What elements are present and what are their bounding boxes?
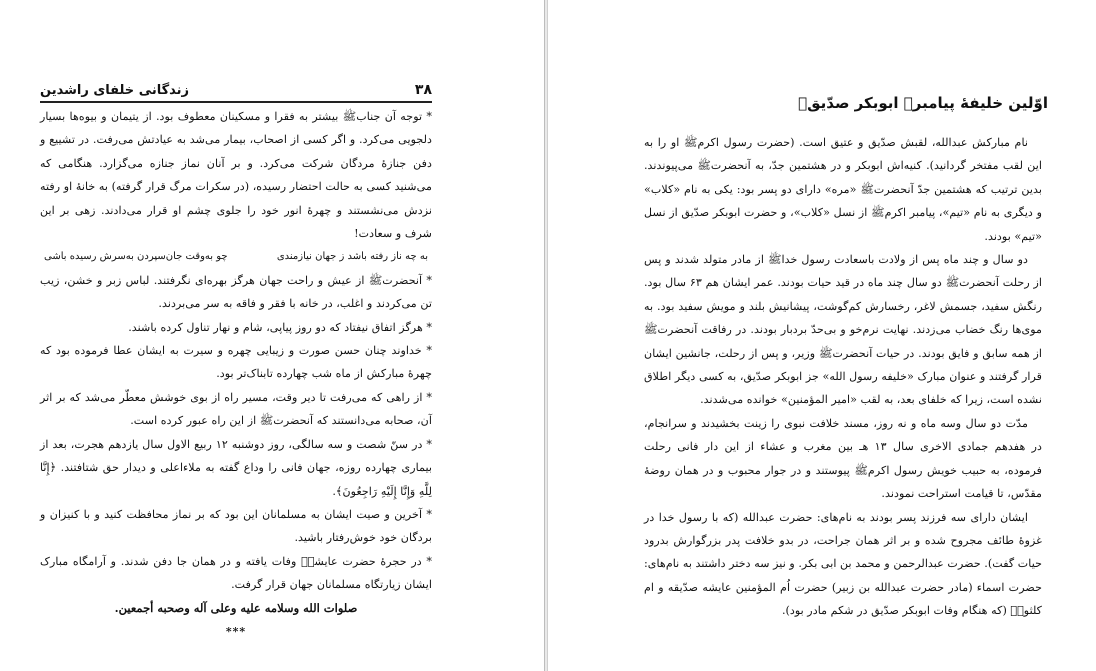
right-text-column	[644, 131, 1042, 623]
bullet-paragraph: * در حجرهٔ حضرت عایشهؓ وفات یافته و در همان جا دفن شدند. و آرامگاه مبارک ایشان زیارتگاه مسلمانان جهان قرار گرفت.	[40, 554, 432, 592]
page-number: ۳۸	[414, 82, 432, 98]
body-paragraph: نام مبارکش عبدالله، لقبش صدّیق و عتیق است. (حضرت رسول اکرمﷺ او را به این لقب مفتخر گردانید). کنیه‌اش ابوبکر و در هشتمین جدّ، به آنحضرتﷺ می‌پیوندند. بدین ترتیب که هشتمین جدّ آنحضرتﷺ «مره» دارای دو پسر بود: یکی به نام «کلاب» و دیگری به نام «تیم»، پیامبر اکرمﷺ از نسل «کلاب»، و حضرت ابوبکر صدّیق از نسل «تیم» بودند.	[644, 136, 1042, 243]
body-paragraph: مدّت دو سال وسه ماه و نه روز، مسند خلافت نبوی را زینت بخشیدند و سرانجام، در هفدهم جمادی الاخری سال ۱۳ هـ بین مغرب و عشاء از این دار فانی رحلت فرموده، به حبیب خویش رسول اکرمﷺ پیوستند و در جوار محبوب و در همان روضهٔ مقدّس، تا قیامت استراحت نمودند.	[644, 416, 1042, 501]
bullet-paragraph: * آنحضرتﷺ از عیش و راحت جهان هرگز بهره‌ای نگرفتند. لباس زبر و خشن، زیب تن می‌کردند و اغلب، در خانه با فقر و فاقه به سر می‌بردند.	[40, 273, 432, 311]
section-end-stars: ***	[225, 624, 247, 638]
left-page	[0, 0, 545, 671]
left-text-column	[40, 105, 432, 643]
bullet-paragraph: * توجه آن جنابﷺ بیشتر به فقرا و مسکینان معطوف بود. از یتیمان و بیوه‌ها بسیار دلجویی می‌کرد. و اگر کسی از اصحاب، بیمار می‌شد به عیادتش می‌رفت. در تشییع و دفن جنازهٔ مردگان شرکت می‌کرد. و بر آنان نماز جنازه می‌گزارد. هنگامی که می‌شنید کسی به حالت احتضار رسیده، (در سکرات مرگ قرار گرفته) به خانهٔ او رفته نزدش می‌نشستند و چهرهٔ انور خود را جلوی چشم او قرار می‌دادند. زهی بر این شرف و سعادت!	[40, 110, 432, 241]
bullet-paragraph: * هرگز اتفاق نیفتاد که دو روز پیاپی، شام و نهار تناول کرده باشند.	[128, 320, 432, 334]
verse-hemistich-left: چو به‌وقت جان‌سپردن به‌سرش رسیده باشی	[44, 251, 228, 263]
body-paragraph: ایشان دارای سه فرزند پسر بودند به نام‌های: حضرت عبدالله (که با رسول خدا در غزوهٔ طائف مجروح شده و بر اثر همان جراحت، در بدو خلافت پدر بزرگوارش بدرود حیات گفت). حضرت عبدالرحمن و محمد بن ابی بکر. و نیز سه دختر داشتند به نام‌های: حضرت اسماء (مادر حضرت عبدالله بن زبیر) حضرت اُم المؤمنین عایشه صدّیقه و ام کلثومؓ (که هنگام وفات ابوبکر صدّیق در شکم مادر بود).	[644, 510, 1042, 618]
body-paragraph: دو سال و چند ماه پس از ولادت باسعادت رسول خداﷺ از مادر متولد شدند و پس از رحلت آنحضرتﷺ دو سال چند ماه در قید حیات بودند. عمر ایشان هم ۶۳ سال بود. رنگش سفید، جسمش لاغر، رخسارش کم‌گوشت، پیشانیش بلند و مویش سفید بود. به موی‌ها رنگ خضاب می‌زدند. نهایت نرم‌خو و بی‌حدّ بردبار بودند. در رفاقت آنحضرتﷺ از همه سابق و فایق بودند. در حیات آنحضرتﷺ وزیر، و پس از رحلت، جانشین ایشان قرار گرفتند و عنوان مبارک «خلیفه رسول الله» جز ابوبکر صدّیق، به کسی دیگر اطلاق نشده است، زیرا که خلفای بعد، به لقب «امیر المؤمنین» خوانده می‌شدند.	[644, 253, 1042, 407]
verse-hemistich-right: به چه ناز رفته باشد ز جهان نیازمندی	[276, 251, 428, 263]
chapter-title: اوّلین خلیفهٔ پیامبرﷺ ابوبکر صدّیقؓ	[798, 94, 1048, 112]
poem-verse	[40, 245, 432, 268]
bullet-paragraph: * آخرین و صیت ایشان به مسلمانان این بود که بر نماز محافظت کنید و با کنیزان و بردگان خود خوش‌رفتار باشید.	[40, 507, 432, 545]
running-header	[40, 76, 432, 103]
bullet-paragraph: * خداوند چنان حسن صورت و زیبایی چهره و سیرت به ایشان عطا فرموده بود که چهرهٔ مبارکش از ماه شب چهارده تابناک‌تر بود.	[40, 344, 432, 381]
closing-blessing: صلوات الله وسلامه علیه وعلی آله وصحبه أجمعین.	[114, 600, 358, 615]
bullet-paragraph: * در سنّ شصت و سه سالگی، روز دوشنبه ۱۲ ربیع الاول سال یازدهم هجرت، بعد از بیماری چهارده روزه، جهان فانی را وداع گفته به ملاءاعلی و دیدار حق شتافتند. ﴿إِنَّا لِلَّهِ وَإِنَّا إِلَيْهِ رَاجِعُونَ﴾.	[40, 437, 432, 498]
running-title: زندگانی خلفای راشدین	[40, 83, 190, 98]
right-page	[547, 0, 1096, 671]
bullet-paragraph: * از راهی که می‌رفت تا دیر وقت، مسیر راه از بوی خوشش معطّر می‌شد که بر اثر آن، صحابه می‌دانستند که آنحضرتﷺ از این راه عبور کرده است.	[40, 390, 432, 428]
